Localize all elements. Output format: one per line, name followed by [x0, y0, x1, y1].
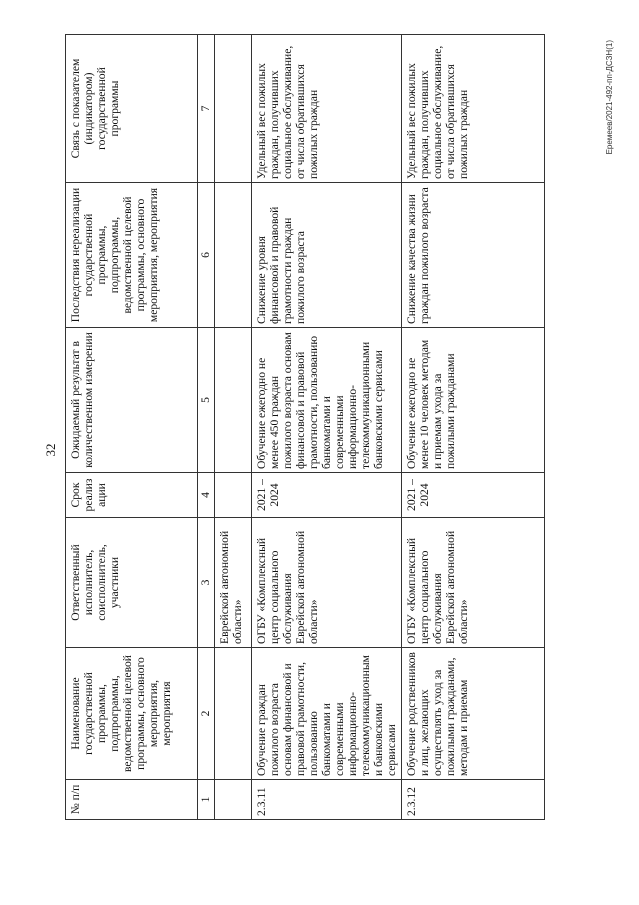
column-number-row	[198, 35, 215, 820]
row-executor: ОГБУ «Комплексный центр социального обслуживания Еврейской автономной области»	[252, 518, 402, 648]
column-number: 7	[198, 35, 215, 183]
row-result: Обучение ежегодно не менее 450 граждан пожилого возраста основам финансовой и правовой грамотности, пользованию банкоматами и современными информационно-телекоммуникационными банковскими сервисами	[252, 328, 402, 473]
table-header-row	[66, 35, 198, 820]
table-cell	[215, 183, 252, 328]
row-consequences: Снижение уровня финансовой и правовой грамотности граждан пожилого возраста	[252, 183, 402, 328]
row-name: Обучение граждан пожилого возраста основам финансовой и правовой грамотности, пользованию банкоматами и современными информационно-телекоммуникационными банковскими сервисами	[252, 648, 402, 780]
header-cell-executor: Ответственный исполнитель, соисполнитель, участники	[66, 518, 198, 648]
table-row	[252, 35, 402, 820]
column-number: 5	[198, 328, 215, 473]
row-indicator: Удельный вес пожилых граждан, получивших социальное обслуживание, от числа обратившихся пожилых граждан	[252, 35, 402, 183]
row-consequences: Снижение качества жизни граждан пожилого возраста	[402, 183, 545, 328]
header-cell-consequences: Последствия нереализации государственной программы, подпрограммы, ведомственной целевой программы, основного мероприятия, мероприятия	[66, 183, 198, 328]
row-term: 2021 – 2024	[402, 473, 545, 518]
continuation-row	[215, 35, 252, 820]
column-number: 2	[198, 648, 215, 780]
header-cell-num: № п/п	[66, 780, 198, 820]
column-number: 6	[198, 183, 215, 328]
page-number: 32	[43, 443, 58, 457]
row-term: 2021 – 2024	[252, 473, 402, 518]
column-number: 1	[198, 780, 215, 820]
column-number: 4	[198, 473, 215, 518]
document-code: Еремеев/2021-492-пп-ДСЗН(1)	[605, 40, 614, 155]
row-indicator: Удельный вес пожилых граждан, получивших социальное обслуживание, от числа обратившихся пожилых граждан	[402, 35, 545, 183]
row-number: 2.3.12	[402, 780, 545, 820]
program-table	[65, 34, 545, 820]
row-result: Обучение ежегодно не менее 10 человек методам и приемам ухода за пожилыми гражданами	[402, 328, 545, 473]
header-cell-term: Срок реализации	[66, 473, 198, 518]
header-cell-indicator: Связь с показателем (индикатором) государственной программы	[66, 35, 198, 183]
table-cell	[215, 35, 252, 183]
column-number: 3	[198, 518, 215, 648]
table-cell	[215, 473, 252, 518]
table-cell	[215, 328, 252, 473]
table-cell	[215, 648, 252, 780]
row-name: Обучение родственников и лиц, желающих осуществлять уход за пожилыми гражданами, методам и приемам	[402, 648, 545, 780]
header-cell-result: Ожидаемый результат в количественном измерении	[66, 328, 198, 473]
header-cell-name: Наименование государственной программы, подпрограммы, ведомственной целевой программы, основного мероприятия, мероприятия	[66, 648, 198, 780]
continuation-executor: Еврейской автономной области»	[215, 518, 252, 648]
row-executor: ОГБУ «Комплексный центр социального обслуживания Еврейской автономной области»	[402, 518, 545, 648]
table-row	[402, 35, 545, 820]
table-cell	[215, 780, 252, 820]
row-number: 2.3.11	[252, 780, 402, 820]
